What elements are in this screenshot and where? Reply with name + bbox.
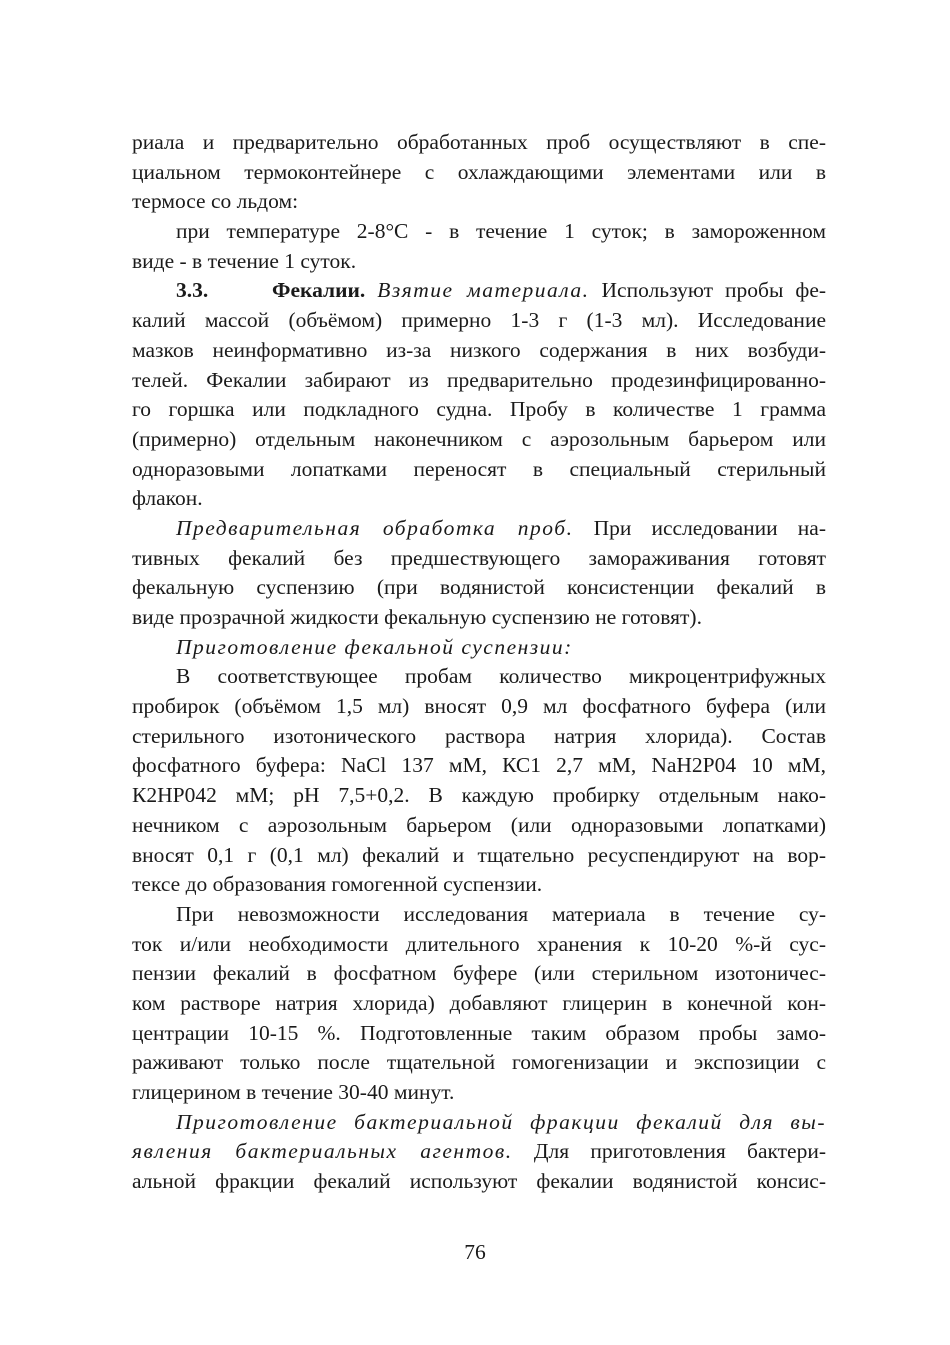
text-line: мазков неинформативно из-за низкого содержания в них возбуди- <box>132 337 826 362</box>
text-line: риала и предварительно обработанных проб осуществляют в спе- <box>132 130 826 154</box>
subheading-italic: Приготовление фекальной суспензии: <box>176 634 573 659</box>
text-line: го горшка или подкладного судна. Пробу в количестве 1 грамма <box>132 397 826 422</box>
text-line: раживают только после тщательной гомогенизации и экспозиции с <box>132 1050 826 1075</box>
text-line <box>132 1137 826 1167</box>
paragraph-suspension-heading <box>132 633 826 663</box>
paragraph-storage-conditions <box>132 128 826 217</box>
page-number: 76 <box>464 1240 486 1264</box>
subheading-italic: явления бактериальных агентов. <box>132 1139 513 1164</box>
text-line: При невозможности исследования материала в течение су- <box>176 901 826 926</box>
subheading-italic: Предварительная обработка проб. <box>176 515 574 540</box>
text-line: тивных фекалий без предшествующего замораживания готовят <box>132 545 826 570</box>
text-line: при температуре 2-8°С - в течение 1 суток; в замороженном <box>176 219 826 244</box>
text-line: тексе до образования гомогенной суспензии. <box>132 872 543 897</box>
text-line: пробирок (объёмом 1,5 мл) вносят 0,9 мл фосфатного буфера (или <box>132 694 826 719</box>
text-line: фекальную суспензию (при водянистой консистенции фекалий в <box>132 575 826 600</box>
text-line: вносят 0,1 г (0,1 мл) фекалий и тщательно ресуспендируют на вор- <box>132 842 826 867</box>
section-3-3-feces <box>132 276 826 514</box>
text-line: В соответствующее пробам количество микроцентрифужных <box>176 664 826 689</box>
paragraph-pretreatment <box>132 514 826 633</box>
text-fragment: Для приготовления бактери- <box>533 1139 827 1164</box>
text-line: стерильного изотонического раствора натрия хлорида). Состав <box>132 723 826 748</box>
text-line: альной фракции фекалий используют фекалии водянистой консис- <box>132 1169 826 1194</box>
paragraph-glycerin-storage <box>132 900 826 1108</box>
section-title: Фекалии. <box>272 278 366 303</box>
text-line: пензии фекалий в фосфатном буфере (или стерильном изотоничес- <box>132 961 826 986</box>
body-text <box>132 128 826 1197</box>
section-number: 3.3. <box>176 278 209 303</box>
text-line: виде - в течение 1 суток. <box>132 248 357 273</box>
text-line: нечником с аэрозольным барьером (или одноразовыми лопатками) <box>132 812 826 837</box>
text-line: центрации 10-15 %. Подготовленные таким образом пробы замо- <box>132 1020 826 1045</box>
text-line: глицерином в течение 30-40 минут. <box>132 1080 455 1104</box>
text-line: циальном термоконтейнере с охлаждающими элементами или в <box>132 159 826 184</box>
text-line: калий массой (объёмом) примерно 1-3 г (1-3 мл). Исследование <box>132 308 826 333</box>
text-line: К2НР042 мМ; рН 7,5+0,2. В каждую пробирку отдельным нако- <box>132 783 826 808</box>
text-line: одноразовыми лопатками переносят в специальный стерильный <box>132 456 826 481</box>
text-line: виде прозрачной жидкости фекальную суспензию не готовят). <box>132 605 702 629</box>
text-line: Приготовление бактериальной фракции фекалий для вы- <box>176 1109 826 1134</box>
paragraph-temperature <box>132 217 826 276</box>
subheading-italic: Взятие материала. <box>377 278 590 303</box>
text-line: (примерно) отдельным наконечником с аэрозольным барьером или <box>132 426 826 451</box>
paragraph-bacterial-fraction <box>132 1108 826 1197</box>
text-line: термосе со льдом: <box>132 189 299 214</box>
text-line: ток и/или необходимости длительного хранения к 10-20 %-й сус- <box>132 931 826 956</box>
text-fragment: Используют пробы фе- <box>601 278 827 303</box>
text-line: ком растворе натрия хлорида) добавляют глицерин в конечной кон- <box>132 990 826 1015</box>
text-fragment: При исследовании на- <box>593 515 826 540</box>
subheading-line <box>132 633 826 663</box>
text-line <box>132 514 826 544</box>
text-line: телей. Фекалии забирают из предварительно продезинфицированно- <box>132 367 826 392</box>
text-line: флакон. <box>132 486 203 511</box>
paragraph-suspension-procedure <box>132 662 826 900</box>
text-line: фосфатного буфера: NaCl 137 мМ, КС1 2,7 мМ, NaH2P04 10 мМ, <box>132 753 826 778</box>
section-heading-line <box>132 276 826 306</box>
